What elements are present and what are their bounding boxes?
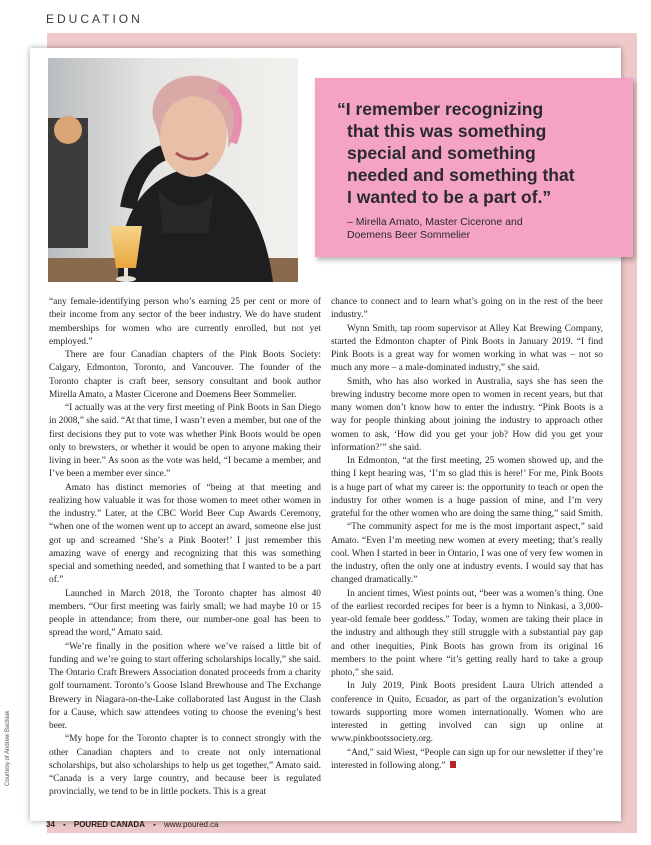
pull-quote (315, 78, 633, 257)
footer-separator: ▪ (153, 822, 156, 829)
paragraph-text: “And,” said Wiest, “People can sign up for our newsletter if they’re interested in following along.” (331, 747, 603, 771)
article-column-left (49, 296, 321, 800)
magazine-name: POURED CANADA (73, 820, 145, 829)
paragraph: In Edmonton, “at the first meeting, 25 women showed up, and the thing I kept hearing was, ‘I’m so glad this is here!’ For me, Pink Boots is a huge part of what my career is: the opportunity to teach or open the industry for other women is a huge passion of mine, and I’m very grateful for the other women who are doing the same thing,” said Smith. (331, 456, 603, 519)
portrait-photo-icon (48, 58, 298, 282)
quote-attribution-line: Doemens Beer Sommelier (347, 229, 471, 241)
quote-attribution (337, 216, 617, 242)
paragraph: “any female-identifying person who’s earning 25 per cent or more of their income from any sector of the beer industry. We do have student memberships for women who are currently enrolled, but not yet employed.” (49, 297, 321, 347)
photo-credit: Courtesy of Andrew Bachiak (5, 710, 11, 786)
quote-line: that this was something (347, 121, 547, 141)
quote-line: “I remember recognizing (337, 99, 544, 119)
footer-separator: ▪ (63, 822, 66, 829)
paragraph: “The community aspect for me is the most important aspect,” said Amato. “Even I’m meeting new women at every meeting; that’s really cool. When I started in beer in Ontario, I was one of very few women in the industry, often the only one at industry events. I would say that has changed dramatically.” (331, 522, 603, 586)
paragraph: Amato has distinct memories of “being at that meeting and realizing how valuable it was for those women to meet other women in the industry.” Later, at the CBC World Beer Cup Awards Ceremony, “when one of the women went up to accept an award, someone else just got up and screamed ‘She’s a Pink Booter!’ I just remember this amazing wave of energy and recognizing that this was something special and something needed, and something that I wanted to be a part of.” (49, 482, 321, 586)
paragraph: chance to connect and to learn what’s going on in the rest of the beer industry.” (331, 297, 603, 321)
website-link[interactable]: www.poured.ca (163, 820, 219, 829)
quote-line: special and something (347, 143, 536, 163)
paragraph: Launched in March 2018, the Toronto chapter has almost 40 members. “Our first meeting was fairly small; we had maybe 10 or 15 people in attendance; from there, our number-one goal has been to spread the word,” Amato said. (49, 588, 321, 639)
paragraph: Wynn Smith, tap room supervisor at Alley Kat Brewing Company, started the Edmonton chapter of Pink Boots in January 2019. “I find Pink Boots is a great way for women working in what was – not so much any more – a male-dominated industry,” she said. (331, 323, 603, 374)
paragraph: “I actually was at the very first meeting of Pink Boots in San Diego in 2008,” she said. “At that time, I wasn’t even a member, but one of the first decisions they put to vote was whether Pink Boots would be open only to brewsters, or whether it would be open to anyone making their living in beer.” As soon as the vote was held, “I became a member, and I’ve been a member ever since.” (49, 403, 321, 480)
paragraph: In ancient times, Wiest points out, “beer was a women’s thing. One of the earliest recorded recipes for beer is a hymn to Ninkasi, a 3,000-year-old female beer goddess.” Today, women are taking their place in the industry and although they still struggle with a substantial pay gap and other inequities, Pink Boots has grown from its original 16 members to the point where “it’s getting really hard to take a group photo,” she said. (331, 588, 603, 678)
quote-attribution-line: – Mirella Amato, Master Cicerone and (347, 216, 523, 228)
paragraph: In July 2019, Pink Boots president Laura Ulrich attended a conference in Quito, Ecuador, as part of the organization’s evolution towards supporting more women internationally. Women who are interested in getting involved can sign up online at www.pinkbootssociety.org. (331, 681, 603, 745)
page-number: 34 (46, 820, 55, 829)
end-mark-icon (450, 761, 456, 768)
section-label: EDUCATION (46, 12, 143, 26)
article-column-right (331, 296, 603, 773)
paragraph: “My hope for the Toronto chapter is to connect strongly with the other Canadian chapters and to create not only international scholarships, but also scholarships to help us get together,” Amato said. “Canada is a very large country, and because beer is regulated provincially, we tend to be in little pockets. This is a great (49, 734, 321, 798)
last-paragraph (331, 747, 603, 774)
paragraph: “We’re finally in the position where we’ve raised a little bit of funding and we’re going to start offering scholarships locally,” she said. The Ontario Craft Brewers Association donated proceeds from a charity golf tournament. Toronto’s Goose Island Brewhouse and The Exchange Brewery in Niagara-on-the-Lake collaborated last August in the Clash for a Cause, which saw attendees voting to choose the evening’s best beer. (49, 641, 321, 731)
quote-line: I wanted to be a part of.” (347, 187, 552, 207)
pull-quote-text (337, 98, 617, 208)
paragraph: Smith, who has also worked in Australia, says she has seen the brewing industry become more open to women in recent years, but that many women don’t know how to enter the industry. “Pink Boots is a way for people thinking about joining the industry to approach other women to ask, ‘How did you get your job? How did you get your information?’” she said. (331, 376, 603, 453)
portrait-photo (48, 58, 298, 282)
paragraph: There are four Canadian chapters of the Pink Boots Society: Calgary, Edmonton, Toronto, and Vancouver. The founder of the Toronto chapter is craft beer, sensory consultant and book author Mirella Amato, a Master Cicerone and Doemens Beer Sommelier. (49, 350, 321, 400)
quote-line: needed and something that (347, 165, 575, 185)
page-footer (46, 820, 219, 829)
